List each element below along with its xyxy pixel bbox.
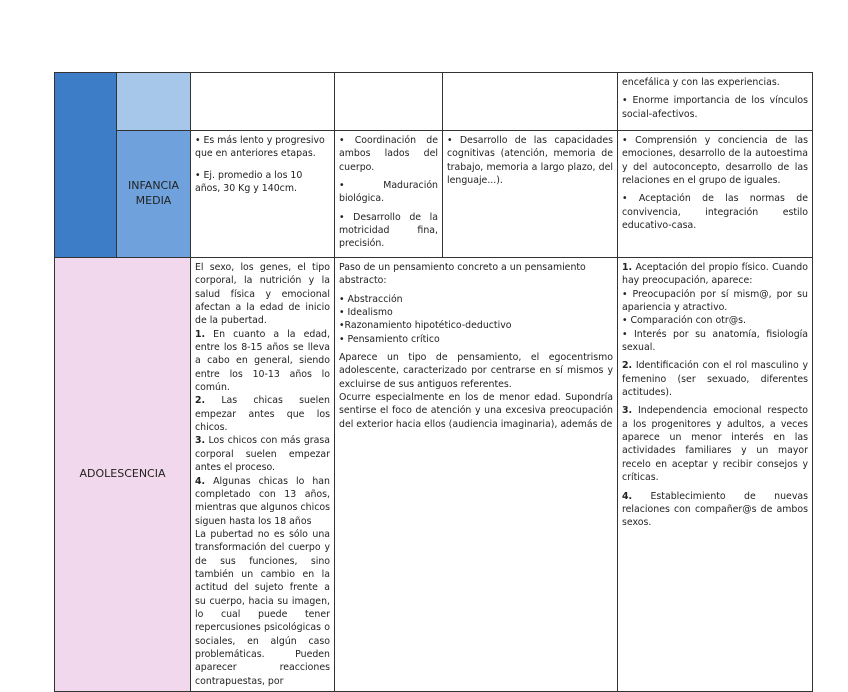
social-bullet: • Preocupación por sí mism@, por su apariencia y atractivo. [622, 288, 808, 314]
item-number: 2. [195, 395, 206, 407]
motor-cell-empty [335, 73, 443, 131]
cognitive-intro: Paso de un pensamiento concreto a un pensamiento abstracto: [339, 262, 586, 287]
cognitive-cell-empty [443, 73, 618, 131]
social-development-cell [618, 258, 813, 692]
social-development-cell [618, 131, 813, 258]
item-text: Aceptación del propio físico. Cuando hay preocupación, aparece: [622, 262, 808, 287]
social-bullet: • Interés por su anatomía, fisiología sexual. [622, 328, 808, 354]
social-item [622, 490, 808, 530]
cognitive-bullet: • Idealismo [339, 307, 393, 319]
item-text: En cuanto a la edad, entre los 8-15 años se lleva a cabo en general, siendo entre los 10-13 años lo común. [195, 328, 330, 394]
item-number: 1. [622, 262, 633, 273]
social-text: encefálica y con las experiencias. [622, 77, 780, 88]
social-item [622, 404, 808, 484]
table-row [55, 73, 813, 131]
item-number: 3. [195, 435, 206, 447]
item-number: 1. [195, 328, 206, 340]
motor-bullet: • Coordinación de ambos lados del cuerpo. [339, 135, 438, 173]
physical-cell-empty [191, 73, 335, 131]
stage-label-adolescencia: ADOLESCENCIA [55, 258, 191, 692]
cognitive-bullet: • Abstracción [339, 293, 403, 305]
physical-bullet: • Ej. promedio a los 10 años, 30 Kg y 140cm. [195, 169, 303, 195]
physical-text: La pubertad no es sólo una transformación del cuerpo y de sus funciones, sino también un cambio en la actitud del sujeto frente a su cuerpo, hacia su imagen, lo cual puede tener repercusiones psicológicas o sociales, en algún caso problemáticas. Pueden aparecer reacciones contrapuestas, por [195, 528, 330, 687]
item-number: 4. [195, 475, 206, 487]
item-text: Identificación con el rol masculino y femenino (ser sexuado, diferentes actitudes). [622, 360, 808, 399]
social-bullet: • Aceptación de las normas de convivencia, integración estilo educativo-casa. [622, 193, 808, 232]
social-item [622, 261, 808, 288]
item-text: Algunas chicas lo han completado con 13 años, mientras que algunos chicos siguen hasta los 18 años [195, 475, 330, 527]
social-item [622, 359, 808, 399]
cognitive-bullet: • Pensamiento crítico [339, 333, 440, 345]
item-text: Los chicos con más grasa corporal suelen empezar antes el proceso. [195, 435, 330, 474]
motor-development-cell [335, 131, 443, 258]
physical-development-cell [191, 131, 335, 258]
table-row [55, 131, 813, 258]
cognitive-text: Ocurre especialmente en los de menor edad. Supondría sentirse el foco de atención y una excesiva preocupación del exterior hacia ellos (audiencia imaginaria), además de [339, 392, 613, 430]
motor-bullet: • Desarrollo de la motricidad fina, precisión. [339, 211, 438, 250]
item-number: 4. [622, 490, 633, 502]
item-text: Las chicas suelen empezar antes que los chicos. [195, 395, 330, 434]
physical-item [195, 394, 330, 434]
social-bullet: • Enorme importancia de los vínculos social-afectivos. [622, 95, 808, 120]
physical-bullet: • Es más lento y progresivo que en anteriores etapas. [195, 135, 325, 160]
cognitive-development-cell [443, 131, 618, 258]
motor-bullet: • Maduración biológica. [339, 180, 438, 205]
item-number: 3. [622, 405, 633, 417]
stage-label-infancia-media: INFANCIA MEDIA [117, 131, 191, 258]
table-row [55, 258, 813, 692]
item-text: Establecimiento de nuevas relaciones con compañer@s de ambos sexos. [622, 490, 808, 529]
stage-color-band [55, 73, 117, 258]
development-table [54, 72, 813, 692]
physical-item [195, 434, 330, 474]
social-bullet: • Comparación con otr@s. [622, 315, 746, 327]
physical-item [195, 328, 330, 395]
physical-item [195, 475, 330, 528]
cognitive-text: Aparece un tipo de pensamiento, el egocentrismo adolescente, caracterizado por centrarse en sí mismos y excluirse de sus antiguos referentes. [339, 352, 613, 390]
cognitive-development-cell [335, 258, 618, 692]
physical-text: El sexo, los genes, el tipo corporal, la nutrición y la salud física y emocional afectan a la edad de inicio de la pubertad. [195, 262, 330, 327]
cognitive-bullet: •Razonamiento hipotético-deductivo [339, 320, 512, 332]
social-bullet: • Comprensión y conciencia de las emociones, desarrollo de la autoestima y del autoconcepto, desarrollo de las relaciones en el grupo de iguales. [622, 135, 808, 187]
social-cell [618, 73, 813, 131]
substage-color-cell [117, 73, 191, 131]
item-number: 2. [622, 360, 633, 372]
cognitive-bullet: • Desarrollo de las capacidades cognitivas (atención, memoria de trabajo, memoria a largo plazo, del lenguaje...). [447, 135, 613, 187]
physical-development-cell [191, 258, 335, 692]
item-text: Independencia emocional respecto a los progenitores y adultos, a veces aparece un menor interés en las actividades familiares y un mayor recelo en aceptar y recibir consejos y críticas. [622, 405, 809, 484]
